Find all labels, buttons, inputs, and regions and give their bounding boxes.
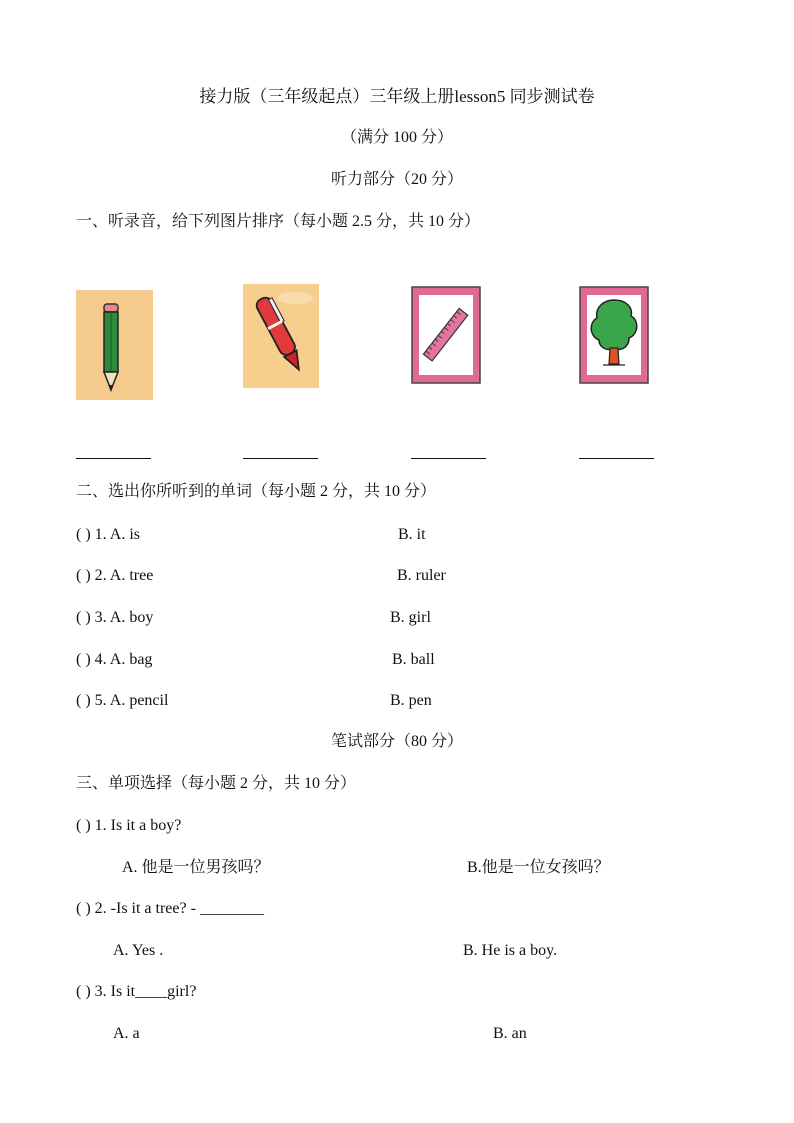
listening-heading: 听力部分（20 分）: [330, 171, 463, 188]
answer-blank-4[interactable]: [579, 458, 654, 459]
pen-icon: [243, 284, 319, 388]
pencil-icon: [76, 290, 153, 400]
option-3-3-a: A. a: [113, 1025, 140, 1042]
question-2-4: ( ) 4. A. bag: [76, 651, 153, 668]
option-3-1-a: A. 他是一位男孩吗？: [122, 859, 270, 876]
answer-blank-3[interactable]: [411, 458, 486, 459]
option-2-5-b: B. pen: [390, 692, 432, 709]
question-3-3: ( ) 3. Is it____girl?: [76, 983, 197, 1000]
option-2-1-b: B. it: [398, 526, 426, 543]
option-2-3-b: B. girl: [390, 609, 431, 626]
option-3-1-b: B.他是一位女孩吗？: [467, 859, 610, 876]
full-score: （满分 100 分）: [340, 129, 453, 146]
section-3-title: 三、单项选择（每小题 2 分，共 10 分）: [76, 775, 357, 792]
ruler-icon: [411, 286, 481, 384]
question-3-2: ( ) 2. -Is it a tree? - ________: [76, 900, 264, 917]
question-2-1: ( ) 1. A. is: [76, 526, 140, 543]
section-1-title: 一、听录音，给下列图片排序（每小题 2.5 分，共 10 分）: [76, 213, 481, 230]
option-3-3-b: B. an: [493, 1025, 527, 1042]
question-2-2: ( ) 2. A. tree: [76, 567, 154, 584]
tree-icon: [579, 286, 649, 384]
option-2-4-b: B. ball: [392, 651, 435, 668]
answer-blank-2[interactable]: [243, 458, 318, 459]
question-3-1: ( ) 1. Is it a boy?: [76, 817, 182, 834]
answer-blank-1[interactable]: [76, 458, 151, 459]
option-2-2-b: B. ruler: [397, 567, 446, 584]
option-3-2-b: B. He is a boy.: [463, 942, 558, 959]
option-3-2-a: A. Yes .: [113, 942, 164, 959]
question-2-5: ( ) 5. A. pencil: [76, 692, 169, 709]
question-2-3: ( ) 3. A. boy: [76, 609, 154, 626]
page-title: 接力版（三年级起点）三年级上册lesson5 同步测试卷: [199, 87, 595, 106]
section-2-title: 二、选出你所听到的单词（每小题 2 分，共 10 分）: [76, 483, 437, 500]
writing-heading: 笔试部分（80 分）: [330, 733, 463, 750]
